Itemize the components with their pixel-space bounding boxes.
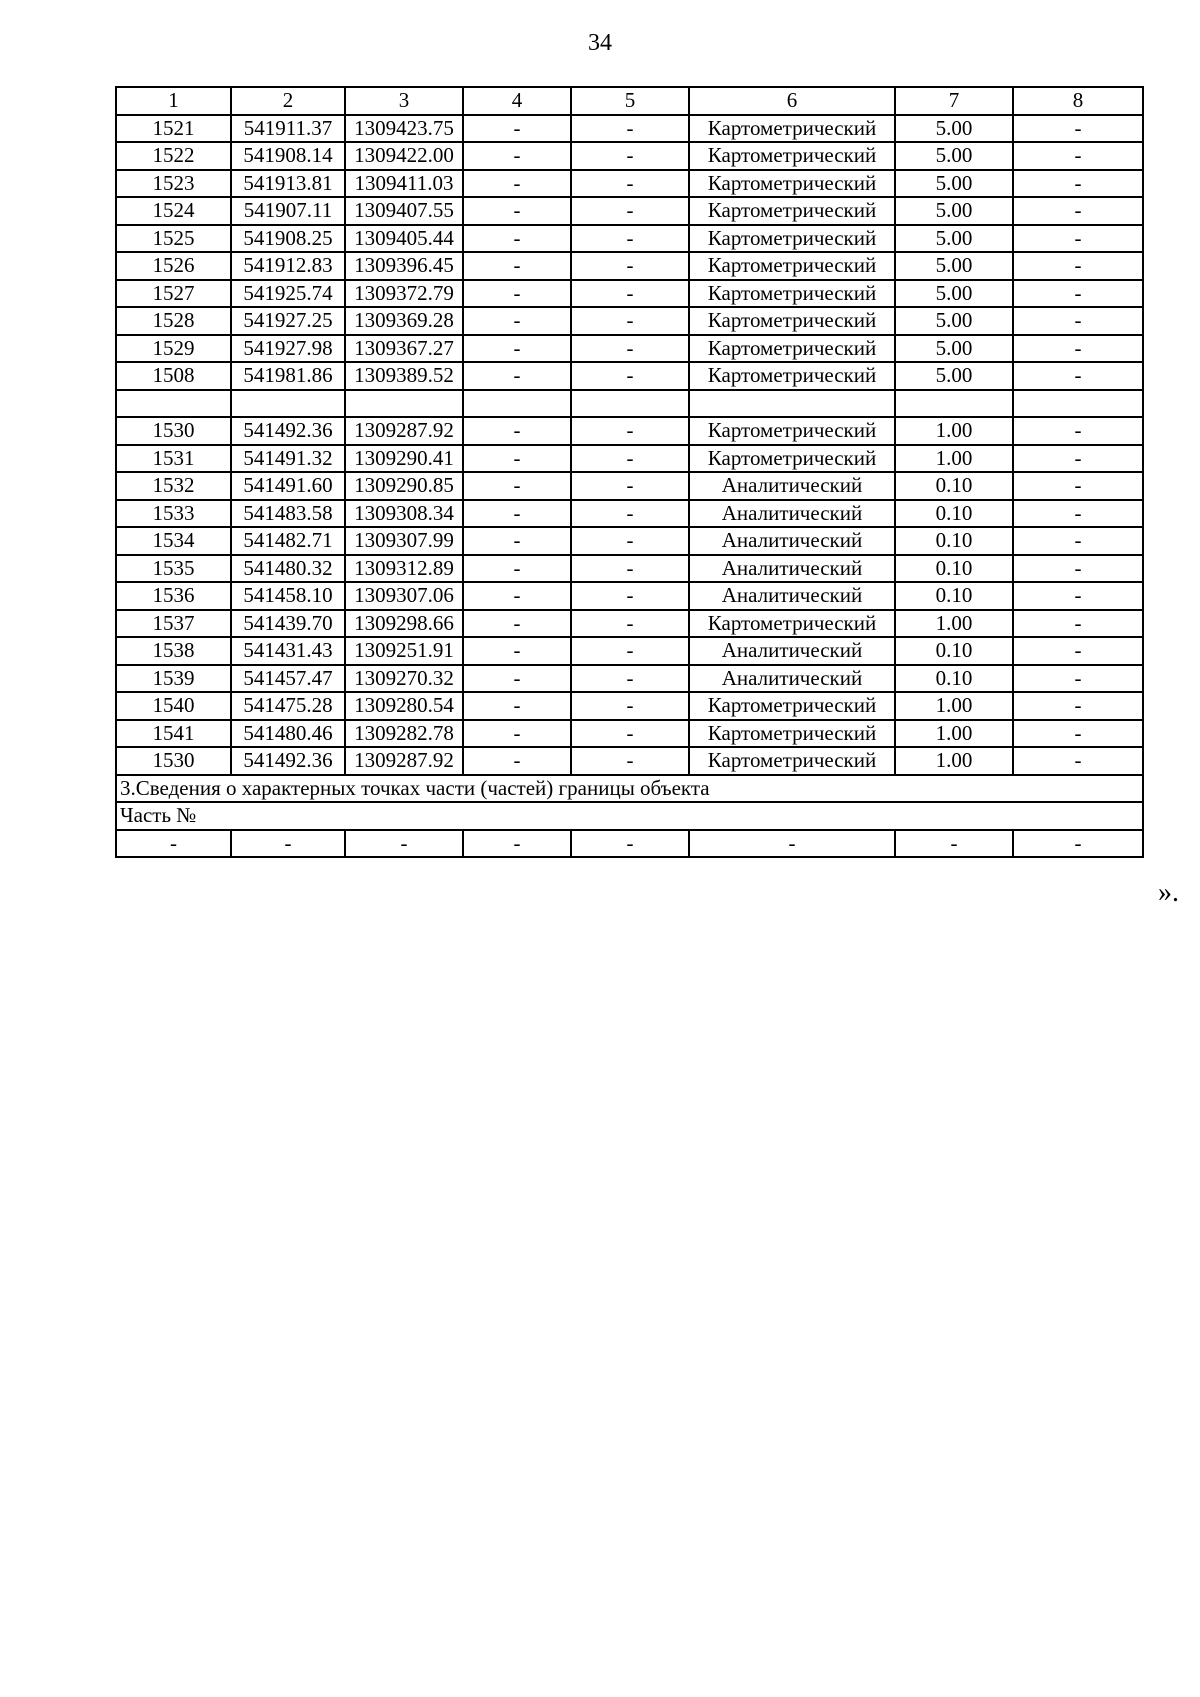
- accuracy-cell: 5.00: [895, 225, 1013, 253]
- method-cell: Аналитический: [689, 637, 895, 665]
- col8-cell: -: [1013, 142, 1143, 170]
- point-number-cell: 1530: [116, 747, 231, 775]
- x-coordinate-cell: 541491.60: [231, 472, 345, 500]
- table-row: [116, 692, 1143, 720]
- col8-cell: -: [1013, 197, 1143, 225]
- table-row: [116, 500, 1143, 528]
- accuracy-cell: 0.10: [895, 582, 1013, 610]
- part-number-row: [116, 802, 1143, 830]
- empty-cell: -: [345, 830, 463, 858]
- col5-cell: -: [571, 362, 689, 390]
- accuracy-cell: 1.00: [895, 692, 1013, 720]
- col5-cell: -: [571, 335, 689, 363]
- point-number-cell: 1524: [116, 197, 231, 225]
- col8-cell: -: [1013, 527, 1143, 555]
- method-cell: Картометрический: [689, 720, 895, 748]
- accuracy-cell: 5.00: [895, 115, 1013, 143]
- accuracy-cell: 5.00: [895, 197, 1013, 225]
- col4-cell: -: [463, 692, 571, 720]
- table-row: [116, 747, 1143, 775]
- col5-cell: -: [571, 170, 689, 198]
- col8-cell: -: [1013, 747, 1143, 775]
- method-cell: Картометрический: [689, 280, 895, 308]
- table-row: [116, 335, 1143, 363]
- method-cell: Картометрический: [689, 115, 895, 143]
- point-number-cell: 1525: [116, 225, 231, 253]
- col8-cell: -: [1013, 225, 1143, 253]
- method-cell: Картометрический: [689, 445, 895, 473]
- col5-cell: -: [571, 555, 689, 583]
- y-coordinate-cell: 1309290.41: [345, 445, 463, 473]
- empty-cell: -: [463, 830, 571, 858]
- point-number-cell: 1531: [116, 445, 231, 473]
- y-coordinate-cell: 1309372.79: [345, 280, 463, 308]
- method-cell: Аналитический: [689, 555, 895, 583]
- accuracy-cell: 5.00: [895, 307, 1013, 335]
- method-cell: Картометрический: [689, 225, 895, 253]
- accuracy-cell: 5.00: [895, 170, 1013, 198]
- x-coordinate-cell: 541475.28: [231, 692, 345, 720]
- y-coordinate-cell: 1309280.54: [345, 692, 463, 720]
- col4-cell: -: [463, 252, 571, 280]
- y-coordinate-cell: 1309270.32: [345, 665, 463, 693]
- col8-cell: -: [1013, 610, 1143, 638]
- col4-cell: -: [463, 747, 571, 775]
- y-coordinate-cell: 1309367.27: [345, 335, 463, 363]
- method-cell: Картометрический: [689, 252, 895, 280]
- accuracy-cell: 1.00: [895, 417, 1013, 445]
- x-coordinate-cell: 541492.36: [231, 417, 345, 445]
- column-header: 8: [1013, 87, 1143, 115]
- y-coordinate-cell: 1309308.34: [345, 500, 463, 528]
- table-row: [116, 115, 1143, 143]
- x-coordinate-cell: 541439.70: [231, 610, 345, 638]
- column-header: 5: [571, 87, 689, 115]
- col8-cell: -: [1013, 362, 1143, 390]
- y-coordinate-cell: 1309290.85: [345, 472, 463, 500]
- x-coordinate-cell: 541927.98: [231, 335, 345, 363]
- col4-cell: -: [463, 225, 571, 253]
- empty-cell: -: [1013, 830, 1143, 858]
- y-coordinate-cell: 1309307.99: [345, 527, 463, 555]
- table-row: [116, 417, 1143, 445]
- y-coordinate-cell: 1309423.75: [345, 115, 463, 143]
- col8-cell: -: [1013, 637, 1143, 665]
- method-cell: Аналитический: [689, 527, 895, 555]
- table-row: [116, 665, 1143, 693]
- col5-cell: [571, 390, 689, 418]
- point-number-cell: 1537: [116, 610, 231, 638]
- accuracy-cell: 0.10: [895, 500, 1013, 528]
- col8-cell: -: [1013, 170, 1143, 198]
- col4-cell: -: [463, 637, 571, 665]
- y-coordinate-cell: 1309369.28: [345, 307, 463, 335]
- col4-cell: -: [463, 170, 571, 198]
- part-number-label: Часть №: [116, 802, 1143, 830]
- accuracy-cell: 1.00: [895, 610, 1013, 638]
- col4-cell: -: [463, 582, 571, 610]
- point-number-cell: 1527: [116, 280, 231, 308]
- x-coordinate-cell: 541492.36: [231, 747, 345, 775]
- point-number-cell: [116, 390, 231, 418]
- point-number-cell: 1521: [116, 115, 231, 143]
- y-coordinate-cell: 1309407.55: [345, 197, 463, 225]
- col4-cell: -: [463, 142, 571, 170]
- col4-cell: -: [463, 335, 571, 363]
- method-cell: Картометрический: [689, 692, 895, 720]
- col5-cell: -: [571, 142, 689, 170]
- point-number-cell: 1539: [116, 665, 231, 693]
- section-3-title: 3.Сведения о характерных точках части (частей) границы объекта: [116, 775, 1143, 803]
- col4-cell: -: [463, 445, 571, 473]
- x-coordinate-cell: 541907.11: [231, 197, 345, 225]
- method-cell: Аналитический: [689, 665, 895, 693]
- col5-cell: -: [571, 637, 689, 665]
- empty-cell: -: [895, 830, 1013, 858]
- column-header: 3: [345, 87, 463, 115]
- y-coordinate-cell: 1309312.89: [345, 555, 463, 583]
- accuracy-cell: 5.00: [895, 280, 1013, 308]
- col8-cell: -: [1013, 252, 1143, 280]
- y-coordinate-cell: 1309307.06: [345, 582, 463, 610]
- method-cell: Картометрический: [689, 197, 895, 225]
- accuracy-cell: 1.00: [895, 445, 1013, 473]
- x-coordinate-cell: 541911.37: [231, 115, 345, 143]
- accuracy-cell: 0.10: [895, 555, 1013, 583]
- accuracy-cell: 5.00: [895, 335, 1013, 363]
- table-row: [116, 472, 1143, 500]
- point-number-cell: 1523: [116, 170, 231, 198]
- x-coordinate-cell: [231, 390, 345, 418]
- accuracy-cell: 5.00: [895, 252, 1013, 280]
- col4-cell: -: [463, 472, 571, 500]
- point-number-cell: 1538: [116, 637, 231, 665]
- table-row: [116, 280, 1143, 308]
- col4-cell: -: [463, 417, 571, 445]
- table-row: [116, 610, 1143, 638]
- col4-cell: -: [463, 720, 571, 748]
- col4-cell: -: [463, 307, 571, 335]
- col5-cell: -: [571, 252, 689, 280]
- accuracy-cell: 0.10: [895, 665, 1013, 693]
- y-coordinate-cell: 1309396.45: [345, 252, 463, 280]
- method-cell: Картометрический: [689, 170, 895, 198]
- y-coordinate-cell: 1309298.66: [345, 610, 463, 638]
- column-header: 4: [463, 87, 571, 115]
- col8-cell: -: [1013, 335, 1143, 363]
- col8-cell: -: [1013, 665, 1143, 693]
- col5-cell: -: [571, 665, 689, 693]
- empty-cell: -: [571, 830, 689, 858]
- empty-cell: -: [689, 830, 895, 858]
- boundary-points-table: [115, 86, 1144, 858]
- point-number-cell: 1530: [116, 417, 231, 445]
- column-header: 7: [895, 87, 1013, 115]
- accuracy-cell: 0.10: [895, 637, 1013, 665]
- closing-quote: ».: [1158, 877, 1179, 908]
- table-row: [116, 142, 1143, 170]
- x-coordinate-cell: 541431.43: [231, 637, 345, 665]
- point-number-cell: 1532: [116, 472, 231, 500]
- method-cell: Картометрический: [689, 747, 895, 775]
- y-coordinate-cell: 1309287.92: [345, 417, 463, 445]
- col5-cell: -: [571, 280, 689, 308]
- point-number-cell: 1528: [116, 307, 231, 335]
- column-header-row: [116, 87, 1143, 115]
- col5-cell: -: [571, 747, 689, 775]
- x-coordinate-cell: 541913.81: [231, 170, 345, 198]
- y-coordinate-cell: 1309389.52: [345, 362, 463, 390]
- col5-cell: -: [571, 582, 689, 610]
- point-number-cell: 1526: [116, 252, 231, 280]
- x-coordinate-cell: 541491.32: [231, 445, 345, 473]
- table-row: [116, 582, 1143, 610]
- col4-cell: -: [463, 665, 571, 693]
- method-cell: Картометрический: [689, 417, 895, 445]
- col8-cell: -: [1013, 472, 1143, 500]
- col8-cell: -: [1013, 417, 1143, 445]
- col8-cell: -: [1013, 307, 1143, 335]
- col8-cell: -: [1013, 280, 1143, 308]
- table-row: [116, 197, 1143, 225]
- page-number: 34: [588, 30, 612, 56]
- method-cell: Картометрический: [689, 610, 895, 638]
- x-coordinate-cell: 541908.14: [231, 142, 345, 170]
- y-coordinate-cell: 1309251.91: [345, 637, 463, 665]
- col4-cell: [463, 390, 571, 418]
- col5-cell: -: [571, 115, 689, 143]
- col4-cell: -: [463, 527, 571, 555]
- accuracy-cell: 1.00: [895, 720, 1013, 748]
- col4-cell: -: [463, 197, 571, 225]
- x-coordinate-cell: 541925.74: [231, 280, 345, 308]
- x-coordinate-cell: 541483.58: [231, 500, 345, 528]
- point-number-cell: 1540: [116, 692, 231, 720]
- x-coordinate-cell: 541912.83: [231, 252, 345, 280]
- accuracy-cell: 5.00: [895, 362, 1013, 390]
- col8-cell: -: [1013, 555, 1143, 583]
- accuracy-cell: [895, 390, 1013, 418]
- y-coordinate-cell: 1309282.78: [345, 720, 463, 748]
- method-cell: Аналитический: [689, 582, 895, 610]
- col4-cell: -: [463, 115, 571, 143]
- col5-cell: -: [571, 720, 689, 748]
- empty-cell: -: [116, 830, 231, 858]
- method-cell: [689, 390, 895, 418]
- table-row: [116, 527, 1143, 555]
- col8-cell: [1013, 390, 1143, 418]
- y-coordinate-cell: 1309411.03: [345, 170, 463, 198]
- table-row: [116, 170, 1143, 198]
- table-row: [116, 720, 1143, 748]
- col5-cell: -: [571, 500, 689, 528]
- method-cell: Аналитический: [689, 500, 895, 528]
- column-header: 6: [689, 87, 895, 115]
- table-row: [116, 555, 1143, 583]
- table-row: [116, 637, 1143, 665]
- col4-cell: -: [463, 280, 571, 308]
- x-coordinate-cell: 541480.32: [231, 555, 345, 583]
- accuracy-cell: 0.10: [895, 527, 1013, 555]
- accuracy-cell: 5.00: [895, 142, 1013, 170]
- accuracy-cell: 0.10: [895, 472, 1013, 500]
- method-cell: Аналитический: [689, 472, 895, 500]
- point-number-cell: 1533: [116, 500, 231, 528]
- table-row: [116, 307, 1143, 335]
- point-number-cell: 1522: [116, 142, 231, 170]
- table-row: [116, 390, 1143, 418]
- point-number-cell: 1536: [116, 582, 231, 610]
- col5-cell: -: [571, 307, 689, 335]
- y-coordinate-cell: [345, 390, 463, 418]
- point-number-cell: 1529: [116, 335, 231, 363]
- method-cell: Картометрический: [689, 307, 895, 335]
- empty-part-row: [116, 830, 1143, 858]
- x-coordinate-cell: 541458.10: [231, 582, 345, 610]
- col8-cell: -: [1013, 720, 1143, 748]
- col5-cell: -: [571, 692, 689, 720]
- y-coordinate-cell: 1309422.00: [345, 142, 463, 170]
- column-header: 1: [116, 87, 231, 115]
- col5-cell: -: [571, 225, 689, 253]
- y-coordinate-cell: 1309287.92: [345, 747, 463, 775]
- col4-cell: -: [463, 610, 571, 638]
- col4-cell: -: [463, 555, 571, 583]
- col5-cell: -: [571, 445, 689, 473]
- col5-cell: -: [571, 527, 689, 555]
- table-row: [116, 445, 1143, 473]
- y-coordinate-cell: 1309405.44: [345, 225, 463, 253]
- col5-cell: -: [571, 197, 689, 225]
- col8-cell: -: [1013, 445, 1143, 473]
- x-coordinate-cell: 541981.86: [231, 362, 345, 390]
- method-cell: Картометрический: [689, 142, 895, 170]
- x-coordinate-cell: 541457.47: [231, 665, 345, 693]
- method-cell: Картометрический: [689, 362, 895, 390]
- accuracy-cell: 1.00: [895, 747, 1013, 775]
- method-cell: Картометрический: [689, 335, 895, 363]
- point-number-cell: 1534: [116, 527, 231, 555]
- table-row: [116, 252, 1143, 280]
- col8-cell: -: [1013, 692, 1143, 720]
- col8-cell: -: [1013, 582, 1143, 610]
- col5-cell: -: [571, 417, 689, 445]
- table-row: [116, 225, 1143, 253]
- col5-cell: -: [571, 472, 689, 500]
- x-coordinate-cell: 541908.25: [231, 225, 345, 253]
- x-coordinate-cell: 541927.25: [231, 307, 345, 335]
- x-coordinate-cell: 541480.46: [231, 720, 345, 748]
- point-number-cell: 1541: [116, 720, 231, 748]
- point-number-cell: 1535: [116, 555, 231, 583]
- x-coordinate-cell: 541482.71: [231, 527, 345, 555]
- section-3-row: [116, 775, 1143, 803]
- col4-cell: -: [463, 362, 571, 390]
- column-header: 2: [231, 87, 345, 115]
- col5-cell: -: [571, 610, 689, 638]
- point-number-cell: 1508: [116, 362, 231, 390]
- empty-cell: -: [231, 830, 345, 858]
- col8-cell: -: [1013, 115, 1143, 143]
- table-row: [116, 362, 1143, 390]
- col4-cell: -: [463, 500, 571, 528]
- col8-cell: -: [1013, 500, 1143, 528]
